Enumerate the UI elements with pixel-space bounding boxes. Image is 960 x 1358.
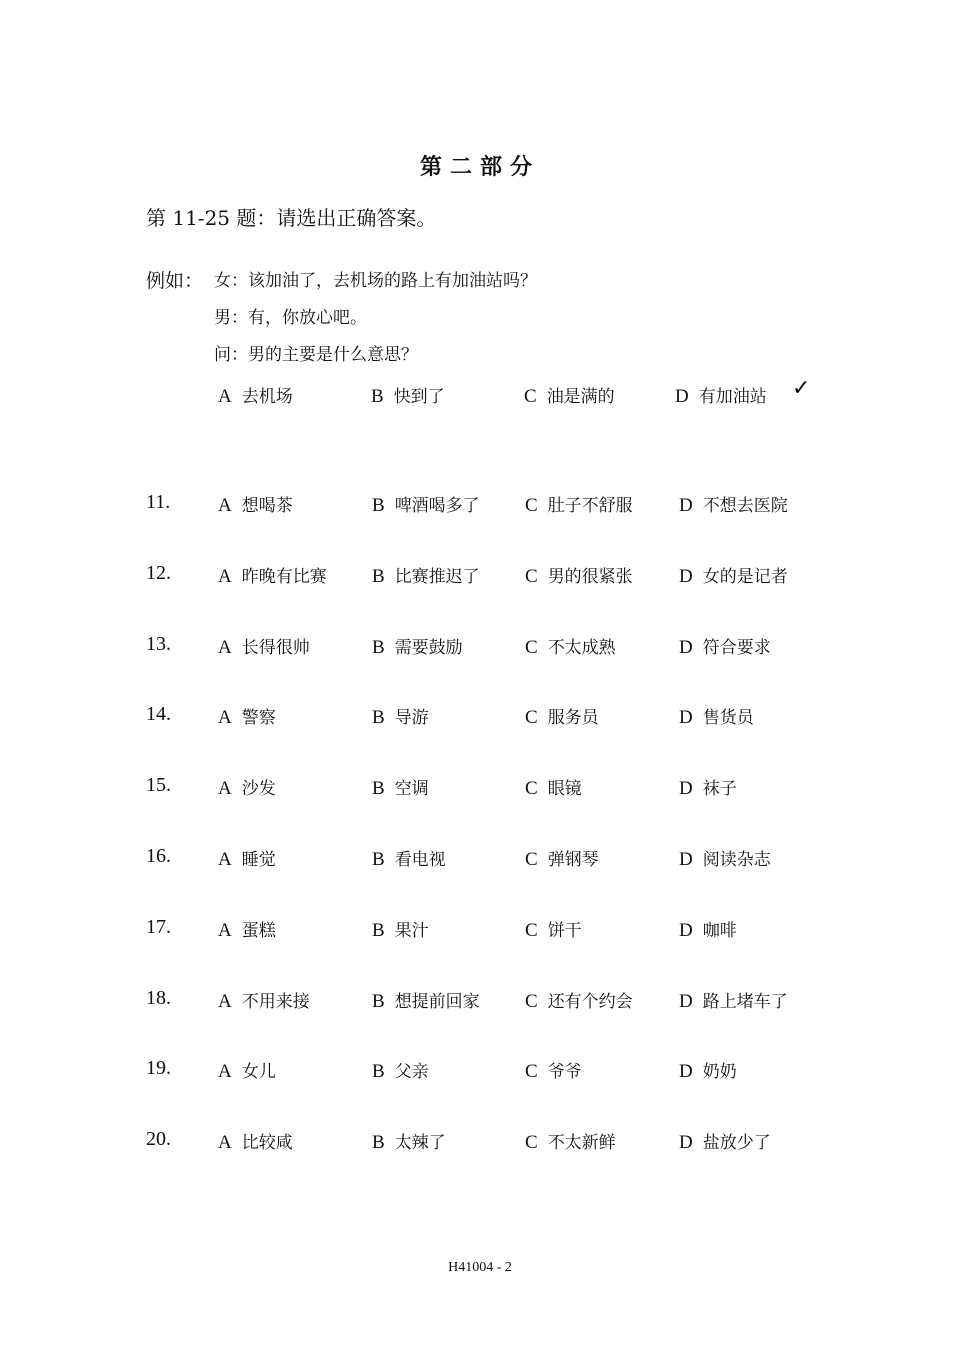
option-letter: A [218,990,232,1012]
question-number: 12. [146,561,171,584]
option-d [679,774,737,800]
option-d [679,1128,771,1154]
option-d [679,633,771,659]
option-letter: D [679,778,693,800]
option-text: 想提前回家 [394,991,480,1012]
option-letter: C [525,707,538,729]
option-c [525,562,633,588]
option-letter: D [679,495,693,516]
option-letter: A [218,919,232,941]
question-row [146,774,846,804]
option-text: 饼干 [547,920,582,941]
option-c [525,703,599,729]
option-d [679,491,788,517]
option-b [372,491,480,517]
option-d [679,845,771,871]
option-letter: A [218,386,232,407]
option-b [372,1057,429,1083]
option-letter: B [372,849,385,870]
option-c [525,1057,582,1083]
option-text: 睡觉 [241,850,276,870]
question-row [146,703,846,733]
example-option-a [218,382,293,408]
option-letter: D [679,636,693,658]
option-text: 路上堵车了 [702,991,788,1012]
option-text: 空调 [394,779,429,800]
option-text: 爷爷 [547,1062,582,1083]
option-letter: B [371,386,384,407]
option-b [372,633,463,659]
option-letter: A [218,1132,232,1154]
option-text: 蛋糕 [241,920,276,941]
option-c [525,916,582,942]
option-text: 警察 [241,708,276,729]
option-text: 阅读杂志 [702,850,771,870]
option-b [372,703,429,729]
option-d [679,1057,737,1083]
option-letter: A [218,495,232,516]
question-number: 14. [146,703,171,726]
option-text: 肚子不舒服 [547,496,633,516]
option-text: 不太成熟 [547,637,616,658]
option-text: 女儿 [241,1062,276,1083]
option-letter: D [679,565,693,587]
option-letter: C [524,386,537,407]
option-c [525,845,599,871]
question-number: 19. [146,1057,171,1080]
example-label: 例如： [146,270,204,292]
option-text: 盐放少了 [702,1133,771,1154]
option-text: 比较咸 [241,1133,293,1154]
option-text: 袜子 [702,779,737,800]
option-letter: B [372,919,385,941]
option-a [218,562,327,588]
question-row [146,633,846,663]
question-row [146,1057,846,1087]
option-a [218,633,310,659]
example-option-b [371,382,445,408]
option-text: 长得很帅 [241,637,310,658]
option-a [218,916,276,942]
option-letter: A [218,636,232,658]
option-d [679,703,754,729]
example-line-woman: 女：该加油了，去机场的路上有加油站吗？ [214,271,537,291]
option-d [679,916,737,942]
option-letter: D [675,386,689,407]
option-text: 去机场 [241,387,293,407]
option-text: 看电视 [394,850,446,870]
instruction-text: 第 11-25 题：请选出正确答案。 [146,206,437,230]
option-d [679,987,788,1013]
option-letter: D [679,990,693,1012]
option-text: 想喝茶 [241,496,293,516]
option-a [218,1057,276,1083]
option-letter: B [372,1132,385,1154]
option-letter: B [372,778,385,800]
question-number: 17. [146,915,171,938]
example-option-d [675,382,767,408]
option-letter: A [218,707,232,729]
option-text: 弹钢琴 [547,850,599,870]
option-text: 眼镜 [547,779,582,800]
option-letter: C [525,990,538,1012]
option-text: 不用来接 [241,991,310,1012]
option-b [372,845,446,871]
option-text: 快到了 [393,387,445,407]
question-row [146,1128,846,1158]
option-letter: C [525,495,538,516]
option-letter: D [679,849,693,870]
option-b [372,562,480,588]
question-number: 13. [146,632,171,655]
example-options [146,376,960,412]
option-letter: D [679,1132,693,1154]
option-a [218,491,293,517]
option-b [372,774,429,800]
option-letter: B [372,495,385,516]
option-text: 服务员 [547,708,599,729]
option-letter: B [372,636,385,658]
option-text: 不太新鲜 [547,1133,616,1154]
example-line-man: 男：有，你放心吧。 [214,308,367,328]
question-number: 11. [146,491,171,513]
option-a [218,774,276,800]
option-text: 父亲 [394,1062,429,1083]
option-letter: C [525,565,538,587]
option-c [525,491,633,517]
example-option-c [524,382,615,408]
option-text: 昨晚有比赛 [241,566,327,587]
checkmark-icon: ✓ [792,376,811,401]
option-text: 比赛推迟了 [394,566,480,587]
option-text: 沙发 [241,779,276,800]
option-letter: B [372,565,385,587]
option-text: 咖啡 [702,920,737,941]
option-letter: B [372,1061,385,1083]
question-number: 18. [146,986,171,1009]
option-c [525,1128,616,1154]
option-text: 符合要求 [702,637,771,658]
question-number: 16. [146,845,171,867]
option-letter: C [525,919,538,941]
option-text: 男的很紧张 [547,566,633,587]
option-c [525,774,582,800]
option-letter: A [218,565,232,587]
option-a [218,703,276,729]
option-letter: A [218,778,232,800]
option-d [679,562,788,588]
example-line-question: 问：男的主要是什么意思？ [214,345,418,365]
option-c [525,633,616,659]
option-text: 不想去医院 [702,496,788,516]
option-letter: A [218,1061,232,1083]
option-text: 油是满的 [546,387,615,407]
option-letter: A [218,849,232,870]
section-title: 第二部分 [419,155,540,180]
question-row [146,845,846,875]
question-row [146,987,846,1017]
page-footer: H41004 - 2 [448,1260,512,1275]
option-c [525,987,633,1013]
option-letter: C [525,636,538,658]
option-b [372,916,429,942]
option-text: 导游 [394,708,429,729]
option-letter: D [679,707,693,729]
option-letter: C [525,849,538,870]
option-a [218,845,276,871]
option-text: 太辣了 [394,1133,446,1154]
option-text: 有加油站 [698,387,767,407]
option-letter: C [525,1132,538,1154]
option-text: 啤酒喝多了 [394,496,480,516]
question-number: 20. [146,1128,171,1151]
question-row [146,916,846,946]
question-row [146,562,846,592]
option-letter: C [525,1061,538,1083]
option-a [218,1128,293,1154]
option-text: 奶奶 [702,1062,737,1083]
option-text: 还有个约会 [547,991,633,1012]
option-letter: C [525,778,538,800]
option-a [218,987,310,1013]
question-row [146,491,846,521]
option-text: 需要鼓励 [394,637,463,658]
option-letter: D [679,1061,693,1083]
option-b [372,987,480,1013]
option-letter: B [372,707,385,729]
option-b [372,1128,446,1154]
option-letter: B [372,990,385,1012]
option-text: 女的是记者 [702,566,788,587]
option-text: 果汁 [394,920,429,941]
option-text: 售货员 [702,708,754,729]
question-number: 15. [146,774,171,797]
option-letter: D [679,919,693,941]
